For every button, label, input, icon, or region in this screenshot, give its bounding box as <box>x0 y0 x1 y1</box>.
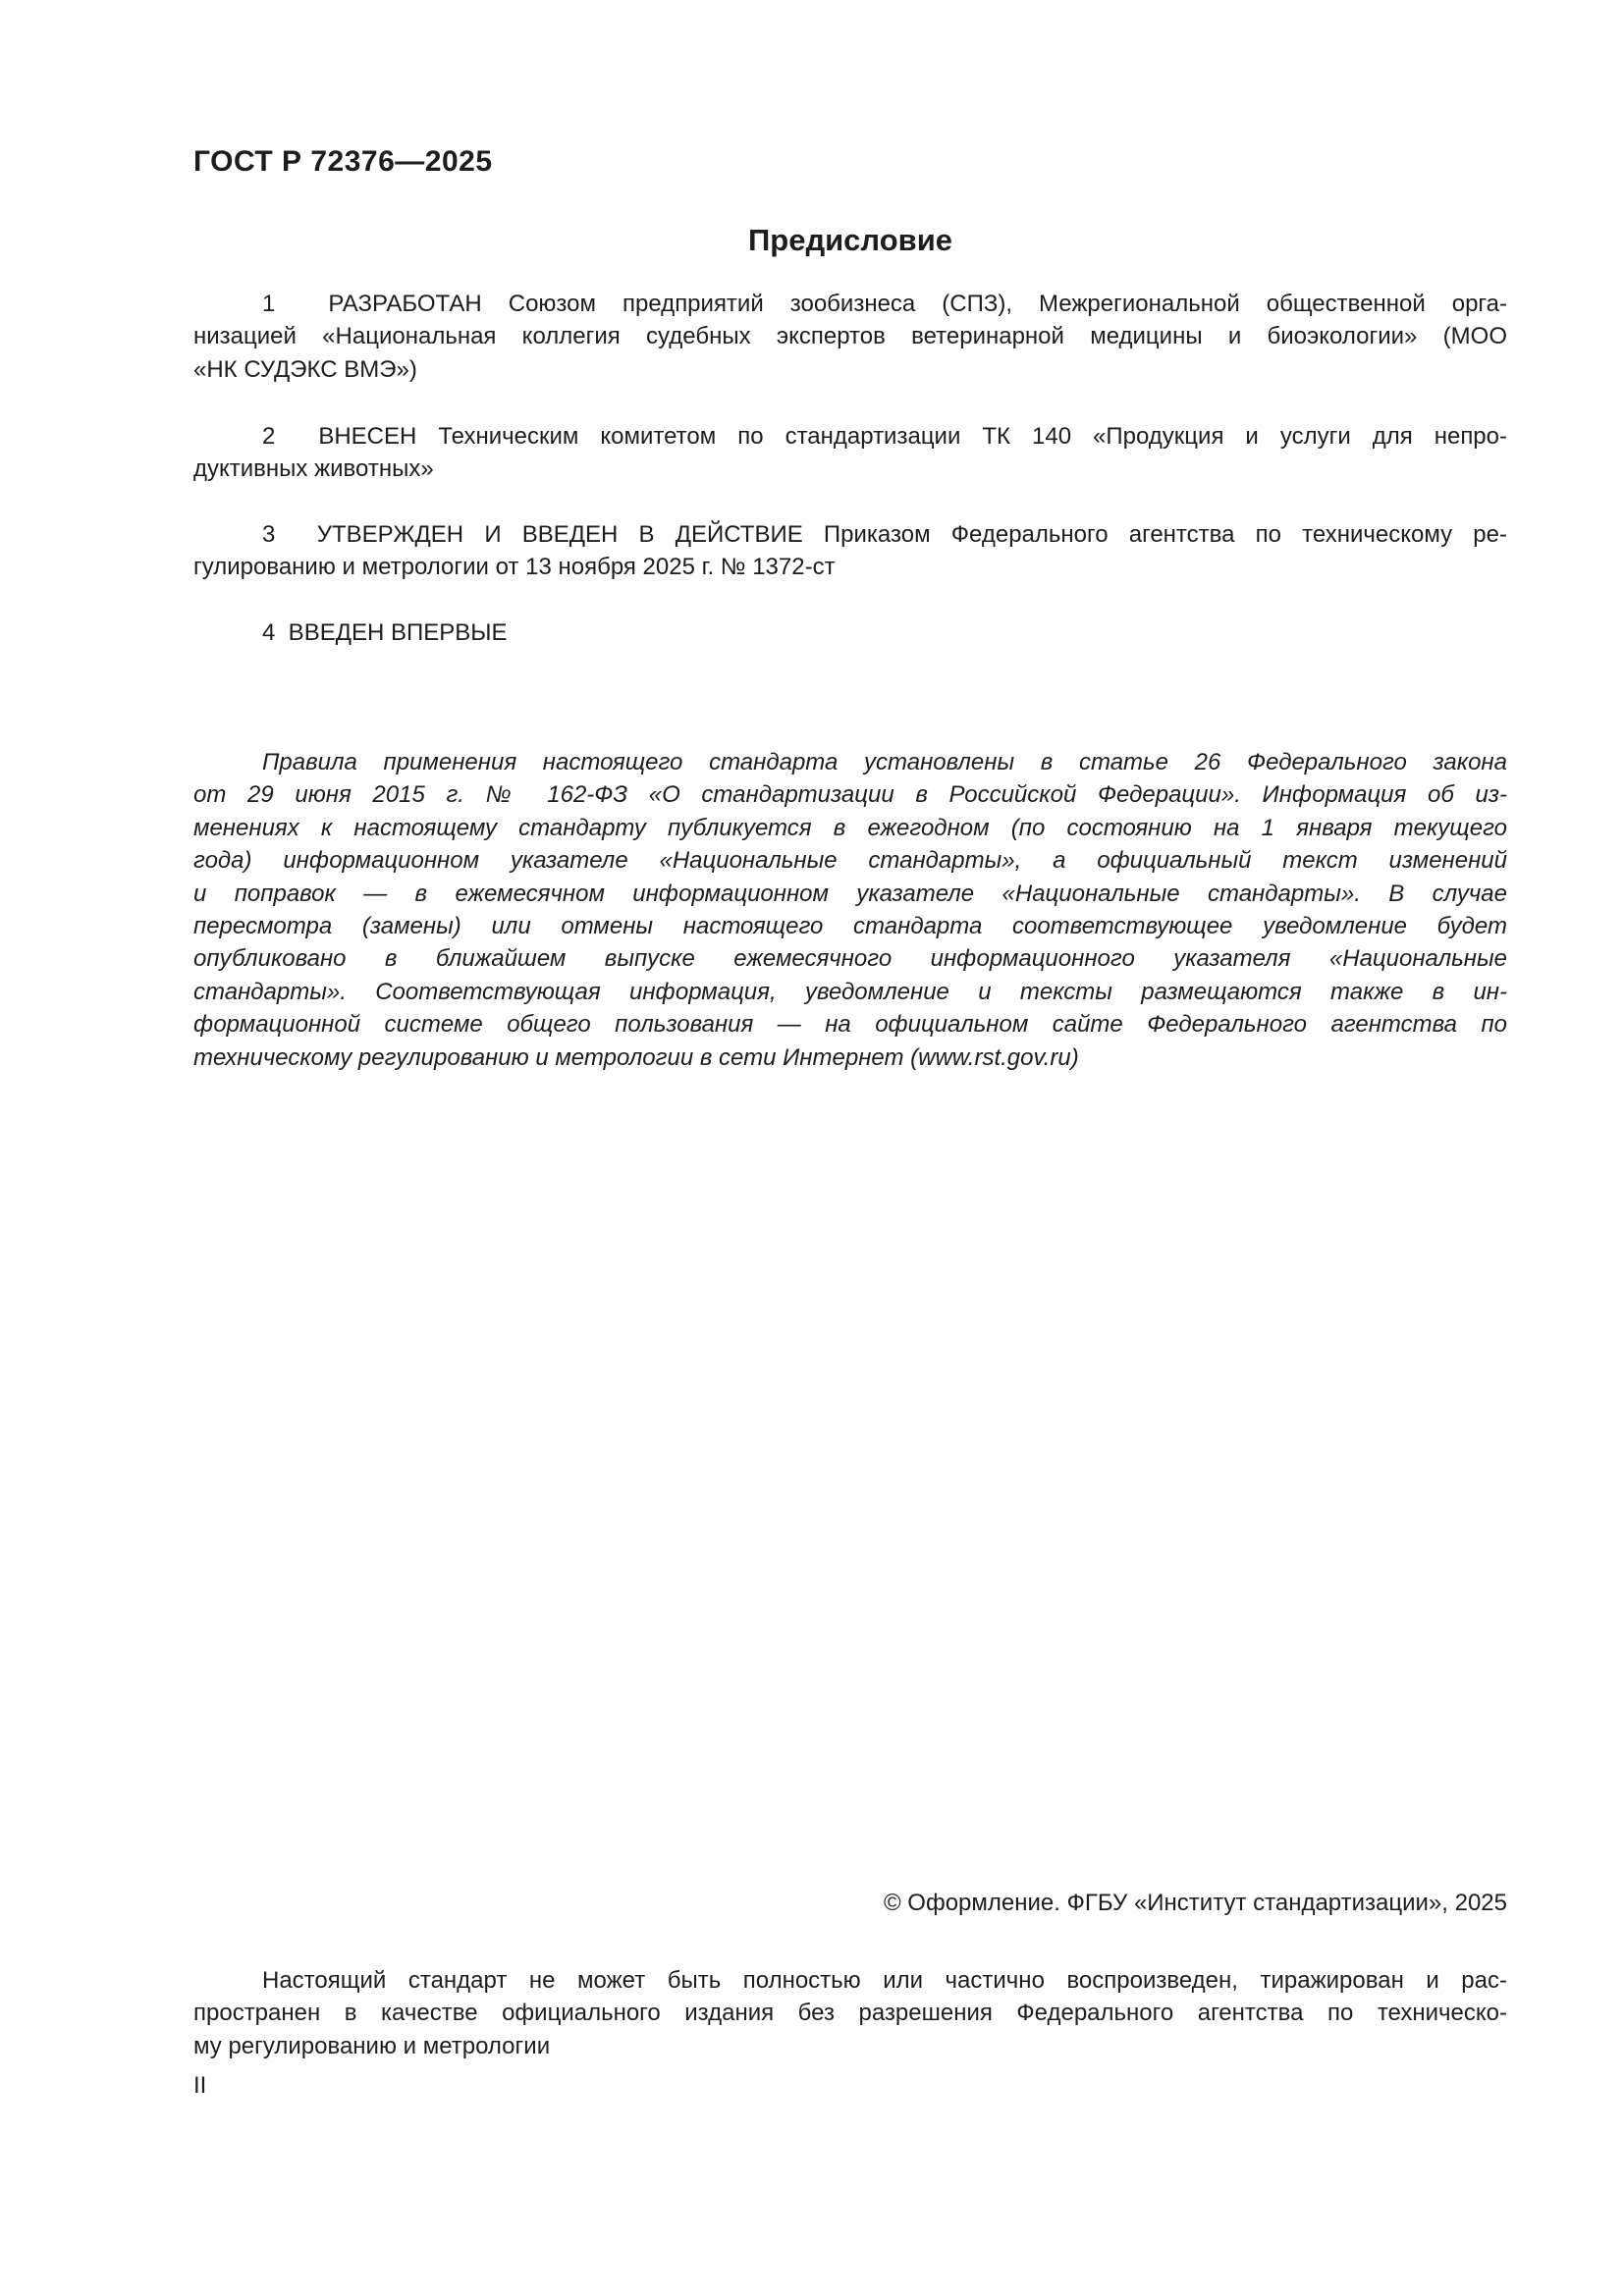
text-line: 1 РАЗРАБОТАН Союзом предприятий зообизнеса (СПЗ), Межрегиональной общественной орга- <box>262 291 1507 317</box>
clause-submitted <box>193 420 1507 486</box>
text-line: Правила применения настоящего стандарта установлены в статье 26 Федерального закона <box>262 749 1507 775</box>
text-line: от 29 июня 2015 г. № 162-ФЗ «О стандартизации в Российской Федерации». Информация об из- <box>193 781 1507 809</box>
page-number: II <box>193 2072 207 2099</box>
text-line: формационной системе общего пользования — на официальном сайте Федерального агентства по <box>193 1011 1507 1039</box>
text-line: дуктивных животных» <box>193 455 434 483</box>
text-line: Настоящий стандарт не может быть полностью или частично воспроизведен, тиражирован и рас- <box>262 1967 1507 1994</box>
text-line: му регулированию и метрологии <box>193 2032 551 2059</box>
text-line: «НК СУДЭКС ВМЭ») <box>193 355 417 383</box>
text-line: стандарты». Соответствующая информация, уведомление и тексты размещаются также в ин- <box>193 978 1507 1005</box>
text-line: года) информационном указателе «Национальные стандарты», а официальный текст изменений <box>193 847 1507 875</box>
preface-title: Предисловие <box>747 223 952 257</box>
application-rules-note <box>193 746 1507 1074</box>
text-line: 2 ВНЕСЕН Техническим комитетом по стандартизации ТК 140 «Продукция и услуги для непро- <box>262 423 1507 450</box>
text-line: и поправок — в ежемесячном информационном указателе «Национальные стандарты». В случае <box>193 880 1507 907</box>
clause-approved <box>193 518 1507 584</box>
standard-code: ГОСТ Р 72376—2025 <box>193 145 493 178</box>
copyright-notice: © Оформление. ФГБУ «Институт стандартизации», 2025 <box>883 1890 1507 1916</box>
text-line: пересмотра (замены) или отмены настоящего стандарта соответствующее уведомление будет <box>193 913 1507 940</box>
reproduction-restriction <box>193 1964 1507 2062</box>
text-line: 3 УТВЕРЖДЕН И ВВЕДЕН В ДЕЙСТВИЕ Приказом Федерального агентства по техническому ре- <box>262 521 1507 548</box>
clause-introduced-first-time <box>193 616 1507 649</box>
text-line: низацией «Национальная коллегия судебных экспертов ветеринарной медицины и биоэкологии» (МОО <box>193 323 1507 350</box>
text-line: техническому регулированию и метрологии в сети Интернет (www.rst.gov.ru) <box>193 1043 1079 1071</box>
text-line: менениях к настоящему стандарту публикуется в ежегодном (по состоянию на 1 января текущего <box>193 814 1507 841</box>
text-line: 4 ВВЕДЕН ВПЕРВЫЕ <box>262 619 508 646</box>
text-line: пространен в качестве официального издания без разрешения Федерального агентства по техническо- <box>193 2000 1507 2027</box>
text-line: опубликовано в ближайшем выпуске ежемесячного информационного указателя «Национальные <box>193 945 1507 973</box>
text-line: гулированию и метрологии от 13 ноября 2025 г. № 1372-ст <box>193 554 836 581</box>
clause-developed <box>193 288 1507 386</box>
